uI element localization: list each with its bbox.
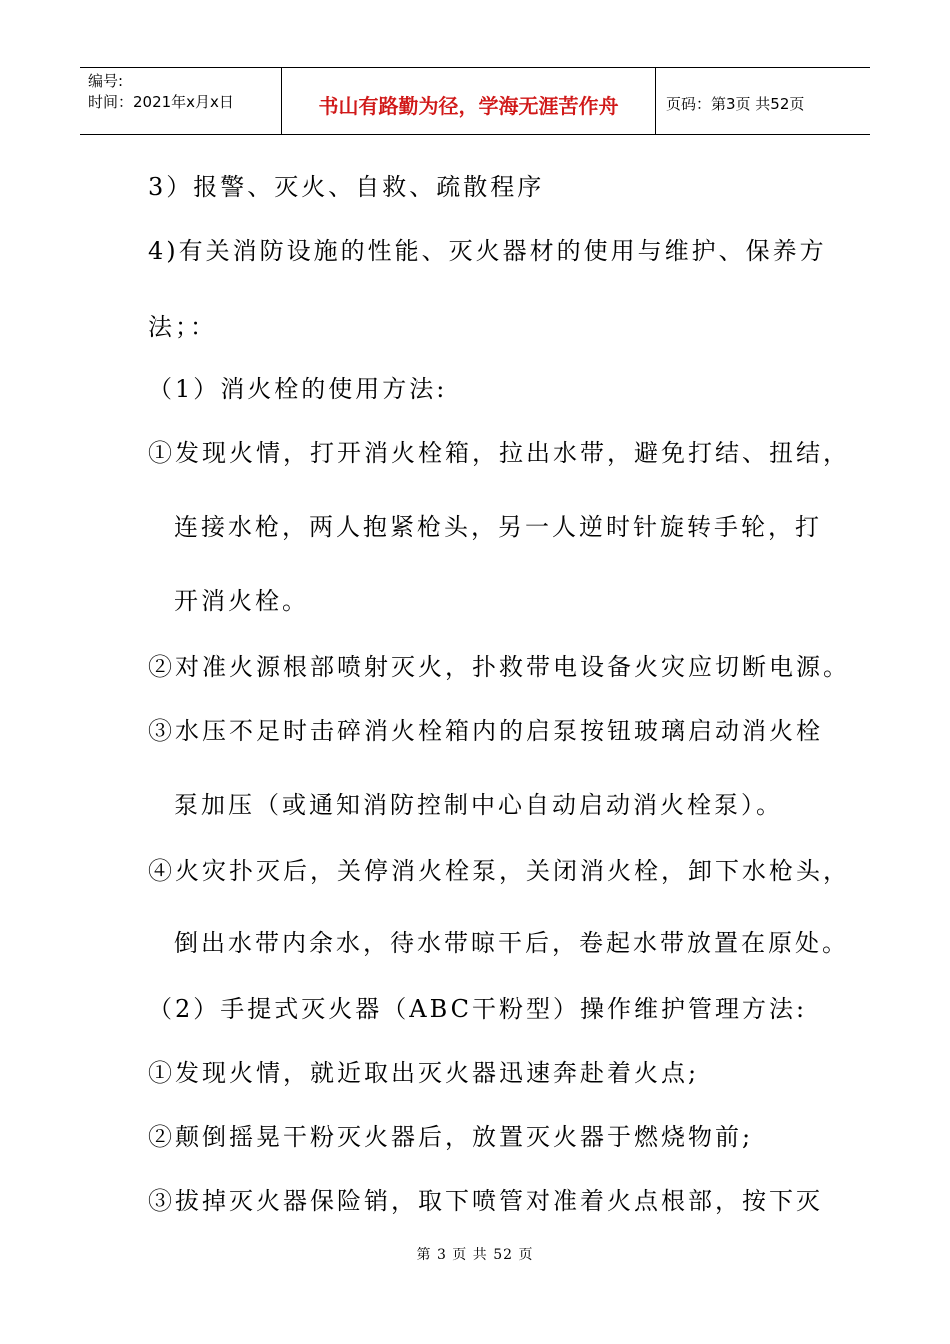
header-page-info: 页码：第3页 共52页	[666, 94, 805, 113]
header-motto: 书山有路勤为径，学海无涯苦作舟	[282, 68, 656, 134]
body-line: 法；：	[148, 313, 217, 341]
header-meta-cell	[80, 68, 282, 134]
document-number-label: 编号:	[88, 72, 124, 90]
document-header	[80, 67, 870, 135]
body-line: 倒出水带内余水，待水带晾干后，卷起水带放置在原处。	[174, 929, 849, 957]
body-line: ③水压不足时击碎消火栓箱内的启泵按钮玻璃启动消火栓	[148, 717, 823, 745]
body-line: ④火灾扑灭后，关停消火栓泵，关闭消火栓，卸下水枪头，	[148, 857, 850, 885]
body-line: ①发现火情，打开消火栓箱，拉出水带，避免打结、扭结，	[148, 439, 850, 467]
body-line: 4)有关消防设施的性能、灭火器材的使用与维护、保养方	[148, 237, 827, 265]
body-line: 连接水枪，两人抱紧枪头，另一人逆时针旋转手轮，打	[174, 513, 822, 541]
body-line: 3）报警、灭火、自救、疏散程序	[148, 173, 545, 201]
body-line: 开消火栓。	[174, 587, 309, 615]
body-line: ②颠倒摇晃干粉灭火器后，放置灭火器于燃烧物前;	[148, 1123, 754, 1151]
document-date-label: 时间：2021年x月x日	[88, 93, 234, 111]
body-line: ③拔掉灭火器保险销，取下喷管对准着火点根部，按下灭	[148, 1187, 823, 1215]
body-line: ①发现火情，就近取出灭火器迅速奔赴着火点;	[148, 1059, 700, 1087]
body-heading: （2）手提式灭火器（ABC干粉型）操作维护管理方法:	[148, 995, 808, 1023]
body-line: ②对准火源根部喷射灭火，扑救带电设备火灾应切断电源。	[148, 653, 850, 681]
page-footer: 第 3 页 共 52 页	[416, 1247, 534, 1263]
body-heading: （1）消火栓的使用方法:	[148, 375, 448, 403]
body-line: 泵加压（或通知消防控制中心自动启动消火栓泵）。	[174, 791, 783, 819]
